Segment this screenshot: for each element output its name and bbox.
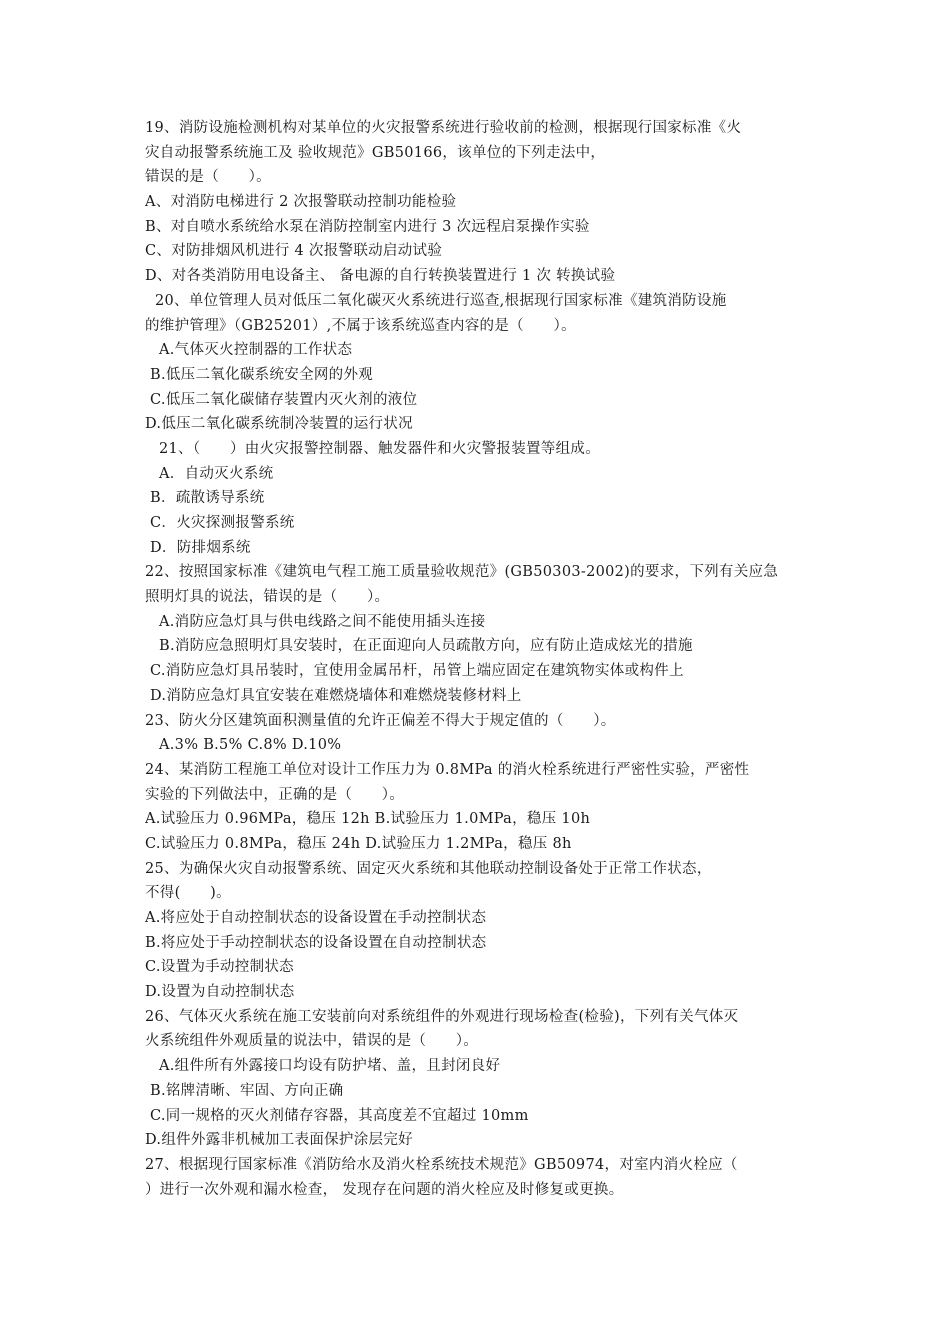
text-line: 照明灯具的说法，错误的是（ ）。 (145, 589, 390, 606)
text-line: A.消防应急灯具与供电线路之间不能使用插头连接 (159, 613, 486, 630)
text-line: D.组件外露非机械加工表面保护涂层完好 (145, 1132, 413, 1149)
text-line: D.低压二氧化碳系统制冷装置的运行状况 (145, 416, 413, 433)
text-line: C.设置为手动控制状态 (145, 959, 294, 976)
text-line: 26、气体灭火系统在施工安装前向对系统组件的外观进行现场检查(检验)，下列有关气体灭 (145, 1008, 739, 1025)
text-line: 实验的下列做法中，正确的是（ ）。 (145, 786, 405, 803)
text-line: 灾自动报警系统施工及 验收规范》GB50166，该单位的下列走法中， (145, 144, 606, 161)
text-line: A.组件所有外露接口均设有防护堵、盖，且封闭良好 (159, 1058, 501, 1075)
text-line: A.将应处于自动控制状态的设备设置在手动控制状态 (145, 910, 487, 926)
text-line: D．防排烟系统 (150, 539, 251, 556)
document-body (145, 116, 825, 1202)
text-line: A.3% B.5% C.8% D.10% (159, 737, 342, 754)
text-line: 22、按照国家标准《建筑电气程工施工质量验收规范》(GB50303-2002)的要求，下列有关应急 (145, 564, 779, 581)
text-line: B.铭牌清晰、牢固、方向正确 (150, 1082, 344, 1099)
text-line: 不得( )。 (145, 885, 231, 902)
text-line: A.试验压力 0.96MPa，稳压 12h B.试验压力 1.0MPa，稳压 10h (145, 811, 591, 828)
text-line: B.将应处于手动控制状态的设备设置在自动控制状态 (145, 934, 487, 951)
text-line: 的维护管理》（GB25201）,不属于该系统巡查内容的是（ ）。 (145, 317, 576, 334)
text-line: 错误的是（ ）。 (145, 169, 271, 186)
text-line: C、对防排烟风机进行 4 次报警联动启动试验 (145, 243, 443, 260)
text-line: B.低压二氧化碳系统安全网的外观 (150, 366, 374, 383)
text-line: ）进行一次外观和漏水检查， 发现存在问题的消火栓应及时修复或更换。 (145, 1181, 624, 1198)
text-line: D.消防应急灯具宜安装在难燃烧墙体和难燃烧装修材料上 (150, 687, 522, 704)
text-line: D.设置为自动控制状态 (145, 984, 295, 1001)
text-line: A.气体灭火控制器的工作状态 (159, 342, 353, 359)
text-line: 24、某消防工程施工单位对设计工作压力为 0.8MPa 的消火栓系统进行严密性实验，严密性 (145, 761, 750, 778)
text-line: 19、消防设施检测机构对某单位的火灾报警系统进行验收前的检测，根据现行国家标准《火 (145, 120, 742, 136)
text-line: D、对各类消防用电设备主、 备电源的自行转换装置进行 1 次 转换试验 (145, 268, 616, 285)
text-line: 火系统组件外观质量的说法中，错误的是（ ）。 (145, 1033, 479, 1050)
text-line: 20、单位管理人员对低压二氧化碳灭火系统进行巡查,根据现行国家标准《建筑消防设施 (155, 292, 727, 309)
text-line: 23、防火分区建筑面积测量值的允许正偏差不得大于规定值的（ ）。 (145, 712, 616, 729)
text-line: B、对自喷水系统给水泵在消防控制室内进行 3 次远程启泵操作实验 (145, 218, 590, 235)
text-line: A、对消防电梯进行 2 次报警联动控制功能检验 (145, 194, 457, 211)
text-line: C.试验压力 0.8MPa，稳压 24h D.试验压力 1.2MPa，稳压 8h (145, 835, 572, 852)
text-line: C.低压二氧化碳储存装置内灭火剂的液位 (150, 391, 418, 408)
text-line: B．疏散诱导系统 (150, 490, 265, 507)
text-line: A．自动灭火系统 (159, 465, 274, 482)
text-line: C.同一规格的灭火剂储存容器，其高度差不宜超过 10mm (150, 1107, 529, 1124)
text-line: 21、（ ）由火灾报警控制器、触发器件和火灾警报装置等组成。 (159, 440, 600, 457)
text-line: C．火灾探测报警系统 (150, 515, 295, 531)
text-line: 25、为确保火灾自动报警系统、固定灭火系统和其他联动控制设备处于正常工作状态， (145, 860, 712, 877)
text-line: 27、根据现行国家标准《消防给水及消火栓系统技术规范》GB50974，对室内消火栓应（ (145, 1156, 738, 1173)
text-line: B.消防应急照明灯具安装时，在正面迎向人员疏散方向，应有防止造成炫光的措施 (159, 638, 693, 655)
text-line: C.消防应急灯具吊装时，宜使用金属吊杆，吊管上端应固定在建筑物实体或构件上 (150, 663, 684, 680)
